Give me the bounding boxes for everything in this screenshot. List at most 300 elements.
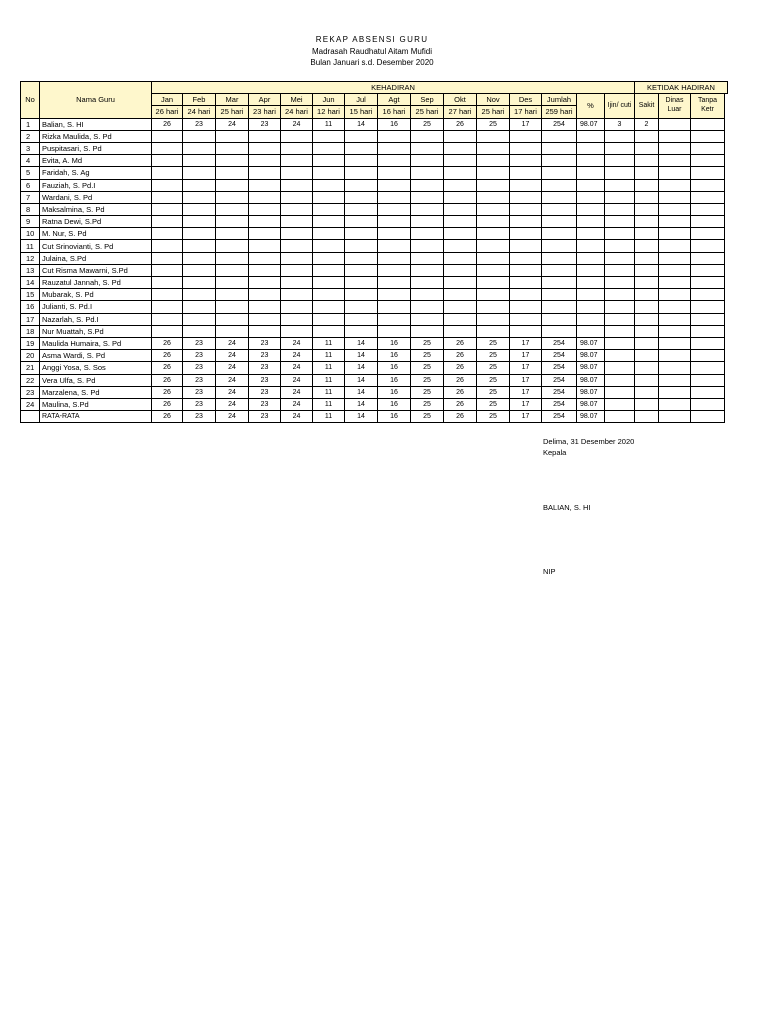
dinas-cell [659,203,691,215]
percent-cell [577,179,605,191]
month-attendance-cell [411,313,444,325]
tanpa-cell [691,179,725,191]
month-attendance-cell [216,179,249,191]
attendance-table [20,81,728,423]
ijin-cell [605,325,635,337]
month-attendance-cell [345,142,378,154]
month-attendance-cell: 14 [345,374,378,386]
footer-percent-cell: 98.07 [577,411,605,423]
dinas-cell [659,130,691,142]
month-attendance-cell: 25 [477,374,510,386]
month-attendance-cell [444,252,477,264]
month-attendance-cell [378,277,411,289]
month-attendance-cell: 23 [249,337,281,349]
month-attendance-cell [345,240,378,252]
month-attendance-cell [249,203,281,215]
month-attendance-cell [378,325,411,337]
teacher-name: Julianti, S. Pd.I [40,301,152,313]
tanpa-cell [691,337,725,349]
month-attendance-cell: 14 [345,118,378,130]
month-attendance-cell: 24 [216,362,249,374]
month-attendance-cell [477,142,510,154]
month-attendance-cell [152,240,183,252]
month-attendance-cell: 26 [152,386,183,398]
month-attendance-cell [510,155,542,167]
month-days-header: 26 hari [152,106,183,118]
month-attendance-cell [345,252,378,264]
month-attendance-cell [345,203,378,215]
month-attendance-cell [249,277,281,289]
percent-cell [577,313,605,325]
month-attendance-cell [183,142,216,154]
ijin-cell [605,203,635,215]
tanpa-cell [691,362,725,374]
sakit-cell [635,398,659,410]
sakit-cell [635,191,659,203]
table-row [21,398,728,410]
month-attendance-cell [444,167,477,179]
month-attendance-cell [444,289,477,301]
teacher-name: Rizka Maulida, S. Pd [40,130,152,142]
dinas-cell [659,289,691,301]
tanpa-cell [691,252,725,264]
month-attendance-cell [281,289,313,301]
month-attendance-cell [216,264,249,276]
month-attendance-cell: 23 [183,386,216,398]
signature-place-date: Delima, 31 Desember 2020 [543,437,635,446]
month-attendance-cell [183,264,216,276]
month-attendance-cell [313,313,345,325]
month-attendance-cell: 17 [510,374,542,386]
month-attendance-cell: 16 [378,398,411,410]
footer-month-cell: 25 [477,411,510,423]
teacher-name: Vera Ulfa, S. Pd [40,374,152,386]
month-attendance-cell [313,216,345,228]
sakit-cell [635,289,659,301]
month-attendance-cell: 26 [152,362,183,374]
month-days-header: 15 hari [345,106,378,118]
percent-cell [577,191,605,203]
percent-cell: 98.07 [577,118,605,130]
period-text: Bulan Januari s.d. Desember 2020 [310,58,434,67]
table-row [21,179,728,191]
month-days-header: 25 hari [477,106,510,118]
jumlah-cell [542,264,577,276]
sakit-cell [635,240,659,252]
month-attendance-cell: 14 [345,386,378,398]
month-attendance-cell: 23 [249,362,281,374]
month-attendance-cell: 25 [411,337,444,349]
month-attendance-cell [183,301,216,313]
percent-cell [577,167,605,179]
percent-cell: 98.07 [577,350,605,362]
month-attendance-cell [249,240,281,252]
month-attendance-cell [281,325,313,337]
month-attendance-cell: 24 [281,386,313,398]
tanpa-cell [691,203,725,215]
table-row [21,350,728,362]
percent-cell: 98.07 [577,398,605,410]
row-number: 8 [21,203,40,215]
month-attendance-cell [378,289,411,301]
month-attendance-cell [281,142,313,154]
month-attendance-cell [411,191,444,203]
month-attendance-cell: 17 [510,118,542,130]
month-attendance-cell [313,142,345,154]
month-attendance-cell [378,130,411,142]
month-attendance-cell [345,325,378,337]
month-attendance-cell [477,289,510,301]
month-attendance-cell: 25 [477,386,510,398]
month-attendance-cell [216,203,249,215]
month-attendance-cell [183,216,216,228]
table-row [21,301,728,313]
sakit-cell [635,155,659,167]
month-attendance-cell [281,155,313,167]
ijin-cell [605,130,635,142]
month-attendance-cell [281,240,313,252]
dinas-cell [659,350,691,362]
month-attendance-cell [444,130,477,142]
month-attendance-cell: 25 [477,118,510,130]
tanpa-cell [691,191,725,203]
sakit-cell [635,252,659,264]
month-attendance-cell: 25 [477,350,510,362]
month-attendance-cell: 26 [444,374,477,386]
percent-cell [577,301,605,313]
sakit-cell [635,228,659,240]
dinas-cell [659,337,691,349]
month-attendance-cell: 16 [378,386,411,398]
month-attendance-cell [411,203,444,215]
month-attendance-cell: 23 [249,386,281,398]
month-attendance-cell [313,228,345,240]
month-attendance-cell [378,240,411,252]
month-attendance-cell [510,325,542,337]
month-attendance-cell: 23 [249,374,281,386]
month-attendance-cell: 11 [313,386,345,398]
row-number: 2 [21,130,40,142]
ijin-cell [605,337,635,349]
month-attendance-cell [281,216,313,228]
month-attendance-cell: 25 [411,118,444,130]
jumlah-cell [542,155,577,167]
month-attendance-cell [249,228,281,240]
row-number: 14 [21,277,40,289]
tanpa-cell [691,301,725,313]
month-attendance-cell [183,325,216,337]
rata-rata-row [21,411,728,423]
jumlah-days-header: 259 hari [542,106,577,118]
month-attendance-cell: 11 [313,337,345,349]
col-header-sakit: Sakit [635,94,659,118]
teacher-name: Marzalena, S. Pd [40,386,152,398]
month-attendance-cell [249,142,281,154]
month-attendance-cell: 23 [183,362,216,374]
month-attendance-cell [313,325,345,337]
month-attendance-cell [152,325,183,337]
footer-sakit-cell [635,411,659,423]
month-attendance-cell [411,130,444,142]
month-attendance-cell: 16 [378,350,411,362]
month-attendance-cell: 26 [152,374,183,386]
month-attendance-cell [345,167,378,179]
month-attendance-cell [345,179,378,191]
ijin-cell [605,277,635,289]
month-attendance-cell: 26 [152,337,183,349]
month-attendance-cell [477,301,510,313]
month-attendance-cell [313,240,345,252]
teacher-name: Anggi Yosa, S. Sos [40,362,152,374]
ijin-cell [605,313,635,325]
month-attendance-cell [477,277,510,289]
month-attendance-cell [477,179,510,191]
month-days-header: 17 hari [510,106,542,118]
month-attendance-cell [411,289,444,301]
tanpa-cell [691,130,725,142]
month-attendance-cell [183,179,216,191]
month-days-header: 24 hari [281,106,313,118]
month-attendance-cell [152,203,183,215]
month-attendance-cell: 25 [411,398,444,410]
jumlah-cell [542,301,577,313]
month-attendance-cell [249,130,281,142]
month-attendance-cell [152,130,183,142]
col-header-jumlah: Jumlah [542,94,577,106]
sakit-cell [635,179,659,191]
month-attendance-cell [378,252,411,264]
month-attendance-cell [444,203,477,215]
jumlah-cell: 254 [542,362,577,374]
tanpa-cell [691,216,725,228]
month-attendance-cell: 11 [313,362,345,374]
ijin-cell [605,374,635,386]
month-attendance-cell [152,252,183,264]
month-attendance-cell: 26 [152,118,183,130]
month-attendance-cell [281,264,313,276]
month-attendance-cell [216,216,249,228]
row-number: 22 [21,374,40,386]
ijin-cell [605,350,635,362]
table-row [21,240,728,252]
month-attendance-cell [249,167,281,179]
jumlah-cell [542,325,577,337]
table-row [21,374,728,386]
month-attendance-cell [477,130,510,142]
ijin-cell [605,228,635,240]
dinas-cell [659,142,691,154]
footer-month-cell: 26 [444,411,477,423]
ijin-cell [605,264,635,276]
ijin-cell [605,398,635,410]
month-attendance-cell [378,301,411,313]
month-attendance-cell [510,277,542,289]
month-header: Nov [477,94,510,106]
dinas-cell [659,118,691,130]
footer-month-cell: 25 [411,411,444,423]
tanpa-cell [691,240,725,252]
month-attendance-cell: 16 [378,118,411,130]
month-attendance-cell [281,228,313,240]
row-number: 9 [21,216,40,228]
teacher-name: Cut Risma Mawarni, S.Pd [40,264,152,276]
teacher-name: Asma Wardi, S. Pd [40,350,152,362]
teacher-name: Julaina, S.Pd [40,252,152,264]
document-title: REKAP ABSENSI GURU [315,35,429,44]
month-attendance-cell [152,301,183,313]
dinas-cell [659,277,691,289]
month-attendance-cell: 23 [249,118,281,130]
table-row [21,155,728,167]
month-attendance-cell [249,179,281,191]
dinas-cell [659,264,691,276]
month-attendance-cell [378,142,411,154]
month-attendance-cell [411,142,444,154]
month-attendance-cell [216,191,249,203]
month-attendance-cell: 25 [477,337,510,349]
ijin-cell [605,240,635,252]
month-attendance-cell [510,142,542,154]
dinas-cell [659,228,691,240]
month-attendance-cell [281,252,313,264]
month-attendance-cell: 24 [281,362,313,374]
table-row [21,118,728,130]
month-attendance-cell [249,252,281,264]
ketidakhadiran-header: KETIDAK HADIRAN [635,82,728,94]
month-attendance-cell [216,130,249,142]
row-number: 19 [21,337,40,349]
month-attendance-cell [249,301,281,313]
month-attendance-cell: 23 [183,350,216,362]
row-number: 24 [21,398,40,410]
month-header: Jan [152,94,183,106]
month-attendance-cell [510,240,542,252]
table-row [21,167,728,179]
month-attendance-cell [249,264,281,276]
month-attendance-cell [444,179,477,191]
sakit-cell [635,301,659,313]
month-attendance-cell [345,155,378,167]
month-attendance-cell [313,191,345,203]
month-attendance-cell: 25 [477,362,510,374]
footer-month-cell: 23 [249,411,281,423]
month-attendance-cell [313,179,345,191]
month-attendance-cell: 16 [378,362,411,374]
month-attendance-cell: 24 [281,374,313,386]
table-row [21,362,728,374]
ijin-cell [605,362,635,374]
month-attendance-cell [411,167,444,179]
month-attendance-cell [183,313,216,325]
sakit-cell [635,203,659,215]
month-attendance-cell: 17 [510,350,542,362]
month-attendance-cell [477,167,510,179]
month-attendance-cell: 26 [152,350,183,362]
month-attendance-cell [216,228,249,240]
percent-cell [577,240,605,252]
month-attendance-cell [249,216,281,228]
month-attendance-cell: 17 [510,398,542,410]
table-row [21,386,728,398]
month-header: Sep [411,94,444,106]
row-number: 16 [21,301,40,313]
row-number: 11 [21,240,40,252]
month-header: Agt [378,94,411,106]
document-title-block [0,34,744,69]
percent-cell [577,142,605,154]
ijin-cell [605,142,635,154]
row-number: 12 [21,252,40,264]
month-attendance-cell: 24 [216,118,249,130]
teacher-name: Faridah, S. Ag [40,167,152,179]
row-number: 21 [21,362,40,374]
month-attendance-cell [510,191,542,203]
month-attendance-cell [313,155,345,167]
dinas-cell [659,179,691,191]
percent-cell [577,203,605,215]
month-attendance-cell [313,130,345,142]
month-attendance-cell [477,216,510,228]
percent-cell [577,325,605,337]
jumlah-cell [542,203,577,215]
percent-cell: 98.07 [577,374,605,386]
month-attendance-cell: 24 [216,398,249,410]
jumlah-cell [542,289,577,301]
tanpa-cell [691,289,725,301]
month-attendance-cell [477,313,510,325]
tanpa-cell [691,398,725,410]
month-attendance-cell [477,264,510,276]
month-attendance-cell [378,216,411,228]
sakit-cell [635,350,659,362]
month-attendance-cell [444,301,477,313]
percent-cell: 98.07 [577,337,605,349]
teacher-name: Nur Muattah, S.Pd [40,325,152,337]
row-number: 5 [21,167,40,179]
month-attendance-cell [477,191,510,203]
tanpa-cell [691,313,725,325]
month-attendance-cell [183,155,216,167]
footer-month-cell: 23 [183,411,216,423]
sakit-cell [635,264,659,276]
month-attendance-cell [183,252,216,264]
sakit-cell [635,325,659,337]
tanpa-cell [691,142,725,154]
month-attendance-cell [411,228,444,240]
col-header-nama: Nama Guru [40,82,152,119]
percent-cell [577,155,605,167]
sakit-cell [635,337,659,349]
month-attendance-cell [345,264,378,276]
month-attendance-cell: 25 [411,374,444,386]
table-row [21,130,728,142]
kehadiran-header: KEHADIRAN [152,82,635,94]
ijin-cell [605,252,635,264]
ijin-cell [605,289,635,301]
table-row [21,203,728,215]
jumlah-cell: 254 [542,337,577,349]
month-attendance-cell [152,264,183,276]
teacher-name: Maulida Humaira, S. Pd [40,337,152,349]
month-days-header: 24 hari [183,106,216,118]
teacher-name: Mubarak, S. Pd [40,289,152,301]
month-attendance-cell [378,167,411,179]
row-number: 15 [21,289,40,301]
month-days-header: 12 hari [313,106,345,118]
month-attendance-cell: 17 [510,337,542,349]
month-attendance-cell: 24 [216,374,249,386]
row-number: 17 [21,313,40,325]
